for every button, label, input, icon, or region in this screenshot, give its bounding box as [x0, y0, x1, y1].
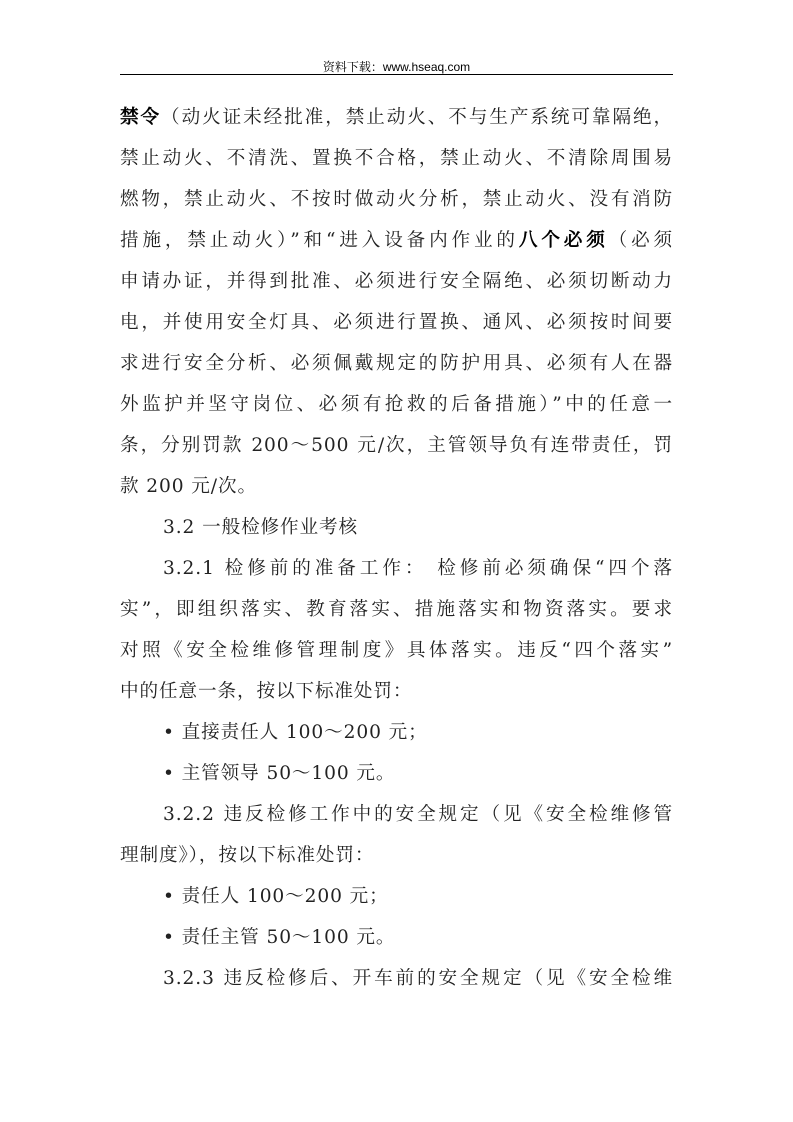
body-line: 中的任意一条，按以下标准处罚： — [120, 681, 413, 702]
body-line: 3.2.1 检修前的准备工作： 检修前必须确保“四个落 — [163, 558, 673, 579]
bullet-item: • 责任人 100～200 元； — [163, 886, 389, 907]
bullet-item: • 主管领导 50～100 元。 — [163, 763, 396, 784]
body-line: 求进行安全分析、必须佩戴规定的防护用具、必须有人在器 — [120, 353, 673, 374]
body-line: 禁止动火、不清洗、置换不合格，禁止动火、不清除周围易 — [120, 148, 673, 169]
bullet-item: • 直接责任人 100～200 元； — [163, 722, 428, 743]
body-line: 申请办证，并得到批准、必须进行安全隔绝、必须切断动力 — [120, 271, 673, 292]
section-heading: 3.2 一般检修作业考核 — [163, 517, 359, 538]
body-line: 款 200 元/次。 — [120, 476, 257, 497]
body-line: 对照《安全检维修管理制度》具体落实。违反“四个落实” — [120, 640, 673, 661]
bold-term: 禁令 — [120, 107, 162, 128]
body-line: 理制度》），按以下标准处罚： — [120, 845, 375, 866]
body-line: 燃物，禁止动火、不按时做动火分析，禁止动火、没有消防 — [120, 189, 673, 210]
body-line: 条，分别罚款 200～500 元/次，主管领导负有连带责任，罚 — [120, 435, 673, 456]
body-line: 外监护并坚守岗位、必须有抢救的后备措施）”中的任意一 — [120, 394, 673, 415]
body-line: 禁令（动火证未经批准，禁止动火、不与生产系统可靠隔绝， — [120, 107, 673, 128]
bold-term: 八个必须 — [518, 230, 609, 251]
body-line: 措施，禁止动火）”和“进入设备内作业的八个必须（必须 — [120, 230, 674, 251]
body-line: 实”，即组织落实、教育落实、措施落实和物资落实。要求 — [120, 599, 673, 620]
body-line: 3.2.2 违反检修工作中的安全规定（见《安全检维修管 — [163, 804, 673, 825]
header-divider — [120, 74, 673, 75]
body-line: 电，并使用安全灯具、必须进行置换、通风、必须按时间要 — [120, 312, 673, 333]
body-line: 3.2.3 违反检修后、开车前的安全规定（见《安全检维 — [163, 968, 673, 989]
bullet-item: • 责任主管 50～100 元。 — [163, 927, 396, 948]
page-header-source: 资料下载：www.hseaq.com — [322, 60, 471, 74]
